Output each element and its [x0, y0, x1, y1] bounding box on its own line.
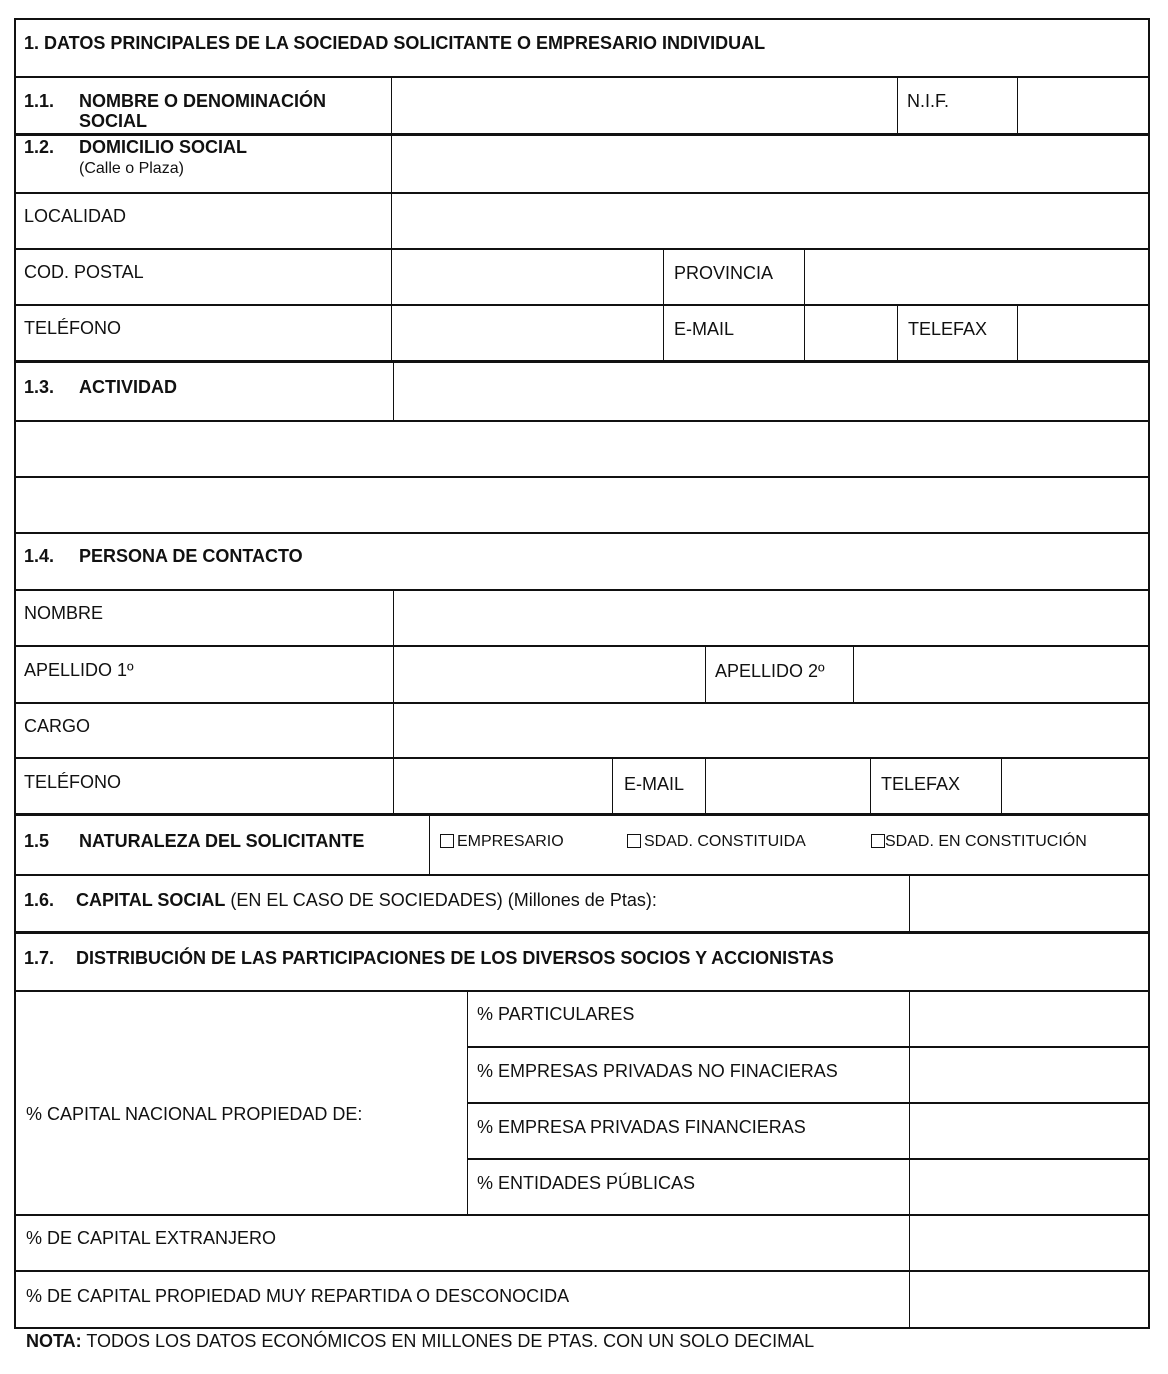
actividad-line-2[interactable] — [16, 422, 1149, 475]
field-sublabel: (Calle o Plaza) — [79, 160, 184, 177]
actividad-label: ACTIVIDAD — [79, 377, 177, 397]
contact-telefono-field[interactable] — [395, 759, 611, 812]
divider — [1017, 305, 1018, 361]
capital-nacional-label: % CAPITAL NACIONAL PROPIEDAD DE: — [26, 1104, 363, 1124]
divider — [705, 646, 706, 703]
actividad-line-3[interactable] — [16, 478, 1149, 531]
capital-social-field[interactable] — [911, 876, 1149, 930]
option-label: SDAD. CONSTITUIDA — [644, 833, 806, 850]
nif-field[interactable] — [1019, 78, 1149, 132]
checkbox-sdad-constituida[interactable] — [627, 834, 641, 848]
nif-label: N.I.F. — [907, 91, 950, 111]
persona-contacto-label: PERSONA DE CONTACTO — [79, 546, 303, 566]
option-sdad-constituida[interactable] — [627, 831, 806, 852]
footnote — [26, 1331, 814, 1352]
divider — [853, 646, 854, 703]
particulares-label: % PARTICULARES — [477, 1004, 635, 1024]
actividad-field[interactable] — [395, 363, 1149, 419]
entidades-publicas-label: % ENTIDADES PÚBLICAS — [477, 1173, 696, 1193]
telefono-field[interactable] — [393, 306, 662, 359]
empresas-financieras-label: % EMPRESA PRIVADAS FINANCIERAS — [477, 1117, 806, 1137]
contact-email-label: E-MAIL — [624, 774, 685, 794]
provincia-label: PROVINCIA — [674, 263, 774, 283]
divider — [1001, 758, 1002, 814]
divider — [804, 249, 805, 361]
empresas-financieras-field[interactable] — [911, 1104, 1149, 1157]
distribucion-label: DISTRIBUCIÓN DE LAS PARTICIPACIONES DE LOS DIVERSOS SOCIOS Y ACCIONISTAS — [76, 948, 834, 968]
field-label-nombre-denominacion: NOMBRE O DENOMINACIÓN — [79, 91, 326, 111]
capital-social-note: (EN EL CASO DE SOCIEDADES) (Millones de Ptas): — [230, 890, 657, 910]
divider — [909, 875, 910, 932]
checkbox-sdad-en-constitucion[interactable] — [871, 834, 885, 848]
telefono-label: TELÉFONO — [24, 318, 122, 338]
contact-telefono-label: TELÉFONO — [24, 772, 122, 792]
divider — [14, 813, 1150, 816]
naturaleza-label: NATURALEZA DEL SOLICITANTE — [79, 831, 365, 851]
section-number: 1.3. — [24, 377, 55, 397]
divider — [393, 590, 394, 814]
apellido1-label: APELLIDO 1º — [24, 660, 134, 680]
divider — [897, 77, 898, 134]
capital-extranjero-field[interactable] — [911, 1216, 1149, 1269]
section-number: 1.1. — [24, 91, 55, 111]
localidad-field[interactable] — [393, 194, 1149, 247]
divider — [612, 758, 613, 814]
divider — [705, 758, 706, 814]
divider — [909, 991, 910, 1329]
capital-repartida-label: % DE CAPITAL PROPIEDAD MUY REPARTIDA O DESCONOCIDA — [26, 1286, 570, 1306]
divider — [391, 77, 392, 361]
contact-telefax-field[interactable] — [1003, 759, 1149, 812]
divider — [663, 249, 664, 361]
option-sdad-en-constitucion[interactable] — [871, 831, 1087, 852]
apellido2-field[interactable] — [855, 647, 1149, 701]
cod-postal-field[interactable] — [393, 250, 662, 303]
divider — [393, 361, 394, 421]
entidades-publicas-field[interactable] — [911, 1160, 1149, 1213]
cod-postal-label: COD. POSTAL — [24, 262, 144, 282]
cargo-field[interactable] — [395, 704, 1149, 756]
section-number: 1.7. — [24, 948, 55, 968]
domicilio-field[interactable] — [393, 136, 1149, 191]
section-number: 1.4. — [24, 546, 55, 566]
nombre-field[interactable] — [395, 591, 1149, 644]
cargo-label: CARGO — [24, 716, 91, 736]
apellido2-label: APELLIDO 2º — [715, 661, 825, 681]
field-label-social: SOCIAL — [79, 111, 148, 131]
provincia-field[interactable] — [806, 250, 1149, 303]
checkbox-empresario[interactable] — [440, 834, 454, 848]
telefax-label: TELEFAX — [908, 319, 988, 339]
field-label-domicilio: DOMICILIO SOCIAL — [79, 137, 247, 157]
particulares-field[interactable] — [911, 992, 1149, 1045]
email-field[interactable] — [806, 306, 896, 359]
capital-extranjero-label: % DE CAPITAL EXTRANJERO — [26, 1228, 277, 1248]
divider — [429, 814, 430, 875]
capital-repartida-field[interactable] — [911, 1272, 1149, 1327]
section-number: 1.6. — [24, 890, 55, 910]
divider — [1017, 77, 1018, 134]
divider — [14, 931, 1150, 934]
empresas-no-financieras-label: % EMPRESAS PRIVADAS NO FINACIERAS — [477, 1061, 838, 1081]
divider — [467, 991, 468, 1215]
section-title: 1. DATOS PRINCIPALES DE LA SOCIEDAD SOLICITANTE O EMPRESARIO INDIVIDUAL — [24, 33, 766, 53]
option-empresario[interactable] — [440, 831, 564, 852]
option-label: SDAD. EN CONSTITUCIÓN — [885, 833, 1087, 850]
nombre-label: NOMBRE — [24, 603, 104, 623]
localidad-label: LOCALIDAD — [24, 206, 127, 226]
empresas-no-financieras-field[interactable] — [911, 1048, 1149, 1101]
divider — [14, 532, 1150, 534]
note-label: NOTA: — [26, 1331, 82, 1351]
telefax-field[interactable] — [1019, 306, 1149, 359]
note-text: TODOS LOS DATOS ECONÓMICOS EN MILLONES DE PTAS. CON UN SOLO DECIMAL — [81, 1331, 815, 1351]
divider — [870, 758, 871, 814]
email-label: E-MAIL — [674, 319, 735, 339]
contact-telefax-label: TELEFAX — [881, 774, 961, 794]
option-label: EMPRESARIO — [457, 833, 564, 850]
section-number: 1.5 — [24, 831, 50, 851]
capital-social-row — [24, 890, 657, 911]
contact-email-field[interactable] — [707, 759, 869, 812]
divider — [897, 305, 898, 361]
section-number: 1.2. — [24, 137, 55, 157]
distribucion-row — [24, 948, 834, 969]
capital-social-label: CAPITAL SOCIAL — [76, 890, 226, 910]
company-name-field[interactable] — [393, 78, 896, 132]
apellido1-field[interactable] — [395, 647, 704, 701]
